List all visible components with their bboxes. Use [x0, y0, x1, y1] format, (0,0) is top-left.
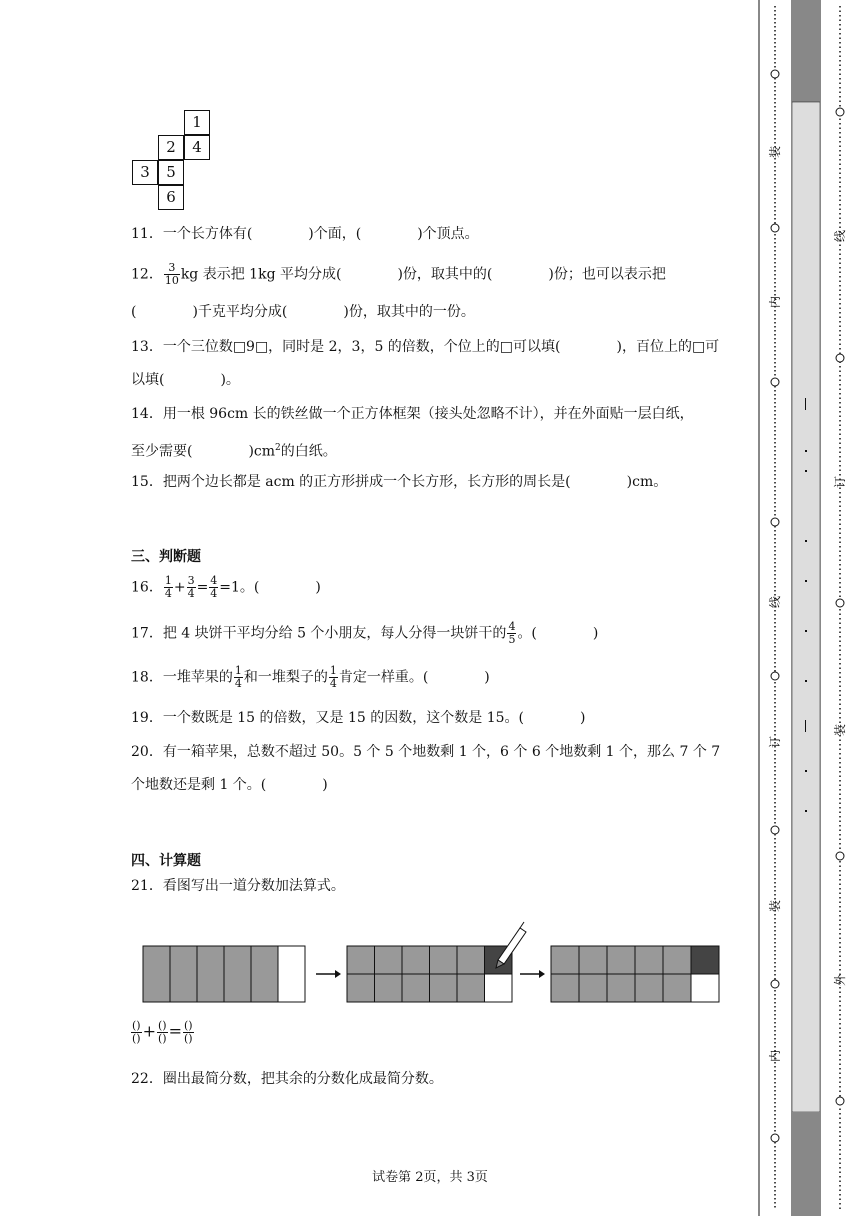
question-12-line2: ( )千克平均分成( )份，取其中的一份。 [131, 304, 475, 320]
question-17: 17．把 4 块饼干平均分给 5 个小朋友，每人分得一块饼干的 $\frac{4}{5}$ 。( ) [131, 620, 599, 646]
binding-label: 装 [768, 145, 782, 158]
net-cell: 6 [158, 185, 184, 210]
question-20-line2: 个地数还是剩 1 个。( ) [131, 777, 328, 793]
question-18: 18．一堆苹果的 $\frac{1}{4}$ 和一堆梨子的 $\frac{1}{4}$ 肯定一样重。( ) [131, 664, 490, 690]
binding-margin [756, 0, 860, 1216]
question-20: 20．有一箱苹果，总数不超过 50。5 个 5 个地数剩 1 个，6 个 6 个地数剩 1 个，那么 7 个 7 [131, 744, 721, 760]
question-15: 15．把两个边长都是 acm 的正方形拼成一个长方形，长方形的周长是( )cm。 [131, 474, 668, 490]
fraction-diagram [140, 920, 730, 1010]
bar-one [143, 946, 305, 1002]
question-12: 12． $\frac{3}{10}$ kg 表示把 1kg 平均分成( )份，取其中的( )份；也可以表示把 [131, 261, 666, 287]
question-21: 21．看图写出一道分数加法算式。 [131, 878, 345, 894]
net-cell: 5 [158, 160, 184, 185]
section-heading-judgement: 三、判断题 [131, 549, 201, 565]
section-heading-calculation: 四、计算题 [131, 853, 201, 869]
question-19: 19．一个数既是 15 的倍数，又是 15 的因数，这个数是 15。( ) [131, 710, 586, 726]
question-13: 13．一个三位数□9□，同时是 2，3，5 的倍数，个位上的□可以填( )，百位上的□可 [131, 339, 720, 355]
question-14: 14．用一根 96cm 长的铁丝做一个正方体框架（接头处忽略不计），并在外面贴一层白纸， [131, 406, 694, 422]
question-16: 16． $\frac{1}{4}$ + $\frac{3}{4}$ = $\frac{4}{4}$ =1。( ) [131, 574, 321, 600]
net-cell: 4 [184, 135, 210, 160]
blank-fraction-equation: $\frac{()}{()}$ + $\frac{()}{()}$ = $\frac{()}{()}$ [132, 1019, 193, 1045]
binding-label: 订 [768, 735, 782, 748]
net-cell: 1 [184, 110, 210, 135]
binding-label: 内 [768, 1049, 782, 1062]
bar-two [347, 946, 512, 1002]
binding-label: 装 [768, 899, 782, 912]
question-14-line2: 至少需要( )$cm^2$的白纸。 [131, 443, 337, 460]
question-11: 11．一个长方体有( )个面，( )个顶点。 [131, 226, 479, 242]
net-cell: 3 [132, 160, 158, 185]
binding-label: 线 [833, 229, 847, 242]
arrow-icon [316, 970, 341, 978]
question-22: 22．圈出最简分数，把其余的分数化成最简分数。 [131, 1071, 443, 1087]
binding-label: 内 [768, 295, 782, 308]
binding-label: 线 [768, 595, 782, 608]
page-footer: 试卷第 2页，共 3页 [372, 1170, 488, 1185]
net-cell: 2 [158, 135, 184, 160]
fraction: $\frac{3}{10}$ [164, 261, 179, 287]
bar-three [551, 946, 719, 1002]
arrow-icon [520, 970, 545, 978]
binding-label: 外 [833, 973, 847, 986]
binding-label: 装 [833, 723, 847, 736]
binding-label: 订 [833, 475, 847, 488]
question-13-line2: 以填( )。 [131, 372, 240, 388]
